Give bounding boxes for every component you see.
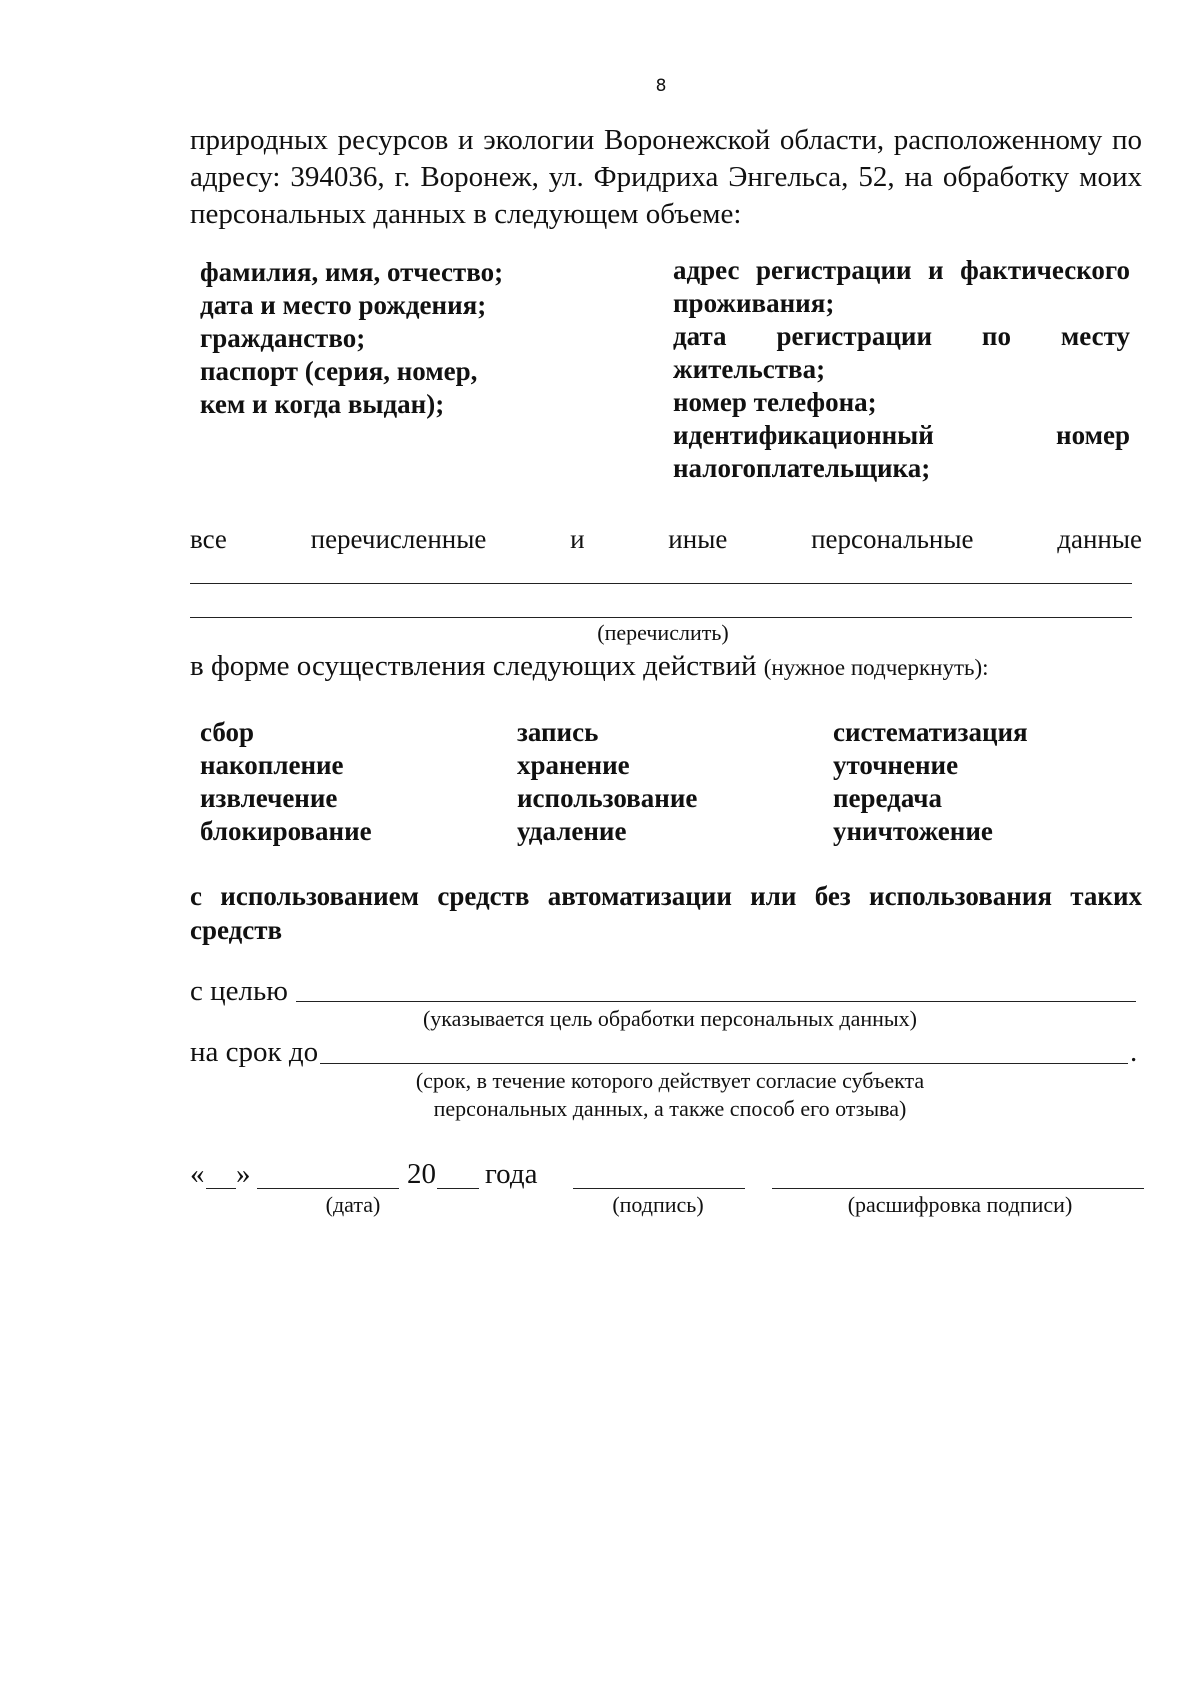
purpose-field[interactable] (296, 1001, 1136, 1002)
signature-caption: (подпись) (612, 1192, 704, 1217)
page-number: 8 (655, 76, 667, 96)
data-item: налогоплательщика; (673, 453, 931, 483)
day-field[interactable] (206, 1188, 236, 1189)
data-item: адрес регистрации и фактического (673, 255, 1130, 285)
all-data-word: все (190, 524, 227, 554)
data-item: кем и когда выдан); (200, 389, 445, 419)
action-item[interactable]: блокирование (200, 816, 372, 846)
action-item[interactable]: хранение (517, 750, 630, 780)
intro-line: природных ресурсов и экологии Воронежской области, расположенному по (190, 124, 1142, 156)
data-item: проживания; (673, 288, 835, 318)
all-data-word: перечисленные (310, 524, 487, 554)
purpose-caption: (указывается цель обработки персональных данных) (422, 1006, 917, 1031)
decoding-caption: (расшифровка подписи) (847, 1192, 1073, 1217)
action-item[interactable]: накопление (200, 750, 344, 780)
term-caption: персональных данных, а также способ его отзыва) (433, 1096, 907, 1121)
signature-decoding-field[interactable] (772, 1188, 1144, 1189)
all-data-word: иные (668, 524, 728, 554)
year-field[interactable] (437, 1188, 479, 1189)
actions-column-3 (833, 716, 1028, 848)
automation-paragraph (190, 879, 1142, 947)
action-item[interactable]: извлечение (200, 783, 338, 813)
data-item: номер телефона; (673, 387, 877, 417)
data-item: идентификационный номер (673, 420, 1130, 450)
action-item[interactable]: уничтожение (833, 816, 993, 846)
data-list-right (673, 254, 1130, 485)
term-caption: (срок, в течение которого действует согласие субъекта (415, 1068, 925, 1093)
action-item[interactable]: систематизация (833, 717, 1028, 747)
term-end-mark: . (1130, 1036, 1138, 1068)
action-item[interactable]: запись (517, 717, 599, 747)
list-caption: (перечислить) (597, 620, 729, 645)
data-item: фамилия, имя, отчество; (200, 257, 504, 287)
data-list-left (200, 256, 620, 421)
data-item: дата и место рождения; (200, 290, 487, 320)
day-quote-open: « (190, 1158, 205, 1190)
action-item[interactable]: уточнение (833, 750, 959, 780)
year-suffix: года (485, 1158, 538, 1190)
purpose-label: с целью (190, 975, 288, 1007)
term-field[interactable] (320, 1063, 1128, 1064)
day-quote-close: » (236, 1158, 251, 1190)
automation-line: средств (190, 915, 283, 945)
data-item: дата регистрации по месту (673, 321, 1130, 351)
date-caption: (дата) (325, 1192, 381, 1217)
term-label: на срок до (190, 1036, 319, 1068)
action-item[interactable]: передача (833, 783, 942, 813)
action-item[interactable]: использование (517, 783, 698, 813)
actions-intro (190, 650, 989, 683)
intro-line: персональных данных в следующем объеме: (190, 198, 742, 230)
year-prefix: 20 (407, 1158, 436, 1190)
action-item[interactable]: удаление (517, 816, 627, 846)
actions-intro-text: в форме осуществления следующих действий (190, 650, 757, 682)
actions-intro-note: (нужное подчеркнуть): (763, 655, 989, 680)
all-data-word: и (570, 524, 585, 554)
all-data-word: персональные (811, 524, 974, 554)
data-item: жительства; (673, 354, 826, 384)
intro-paragraph (190, 122, 1142, 233)
data-item: гражданство; (200, 323, 366, 353)
action-item[interactable]: сбор (200, 717, 254, 747)
actions-column-1 (200, 716, 372, 848)
automation-line: с использованием средств автоматизации или без использования таких (190, 881, 1142, 911)
signature-field[interactable] (573, 1188, 745, 1189)
all-data-word: данные (1057, 524, 1142, 554)
month-field[interactable] (257, 1188, 399, 1189)
actions-column-2 (517, 716, 697, 848)
data-item: паспорт (серия, номер, (200, 356, 478, 386)
fill-in-line[interactable] (190, 617, 1132, 618)
all-data-line (190, 524, 1142, 555)
fill-in-line[interactable] (190, 583, 1132, 584)
intro-line: адресу: 394036, г. Воронеж, ул. Фридриха Энгельса, 52, на обработку моих (190, 161, 1142, 193)
